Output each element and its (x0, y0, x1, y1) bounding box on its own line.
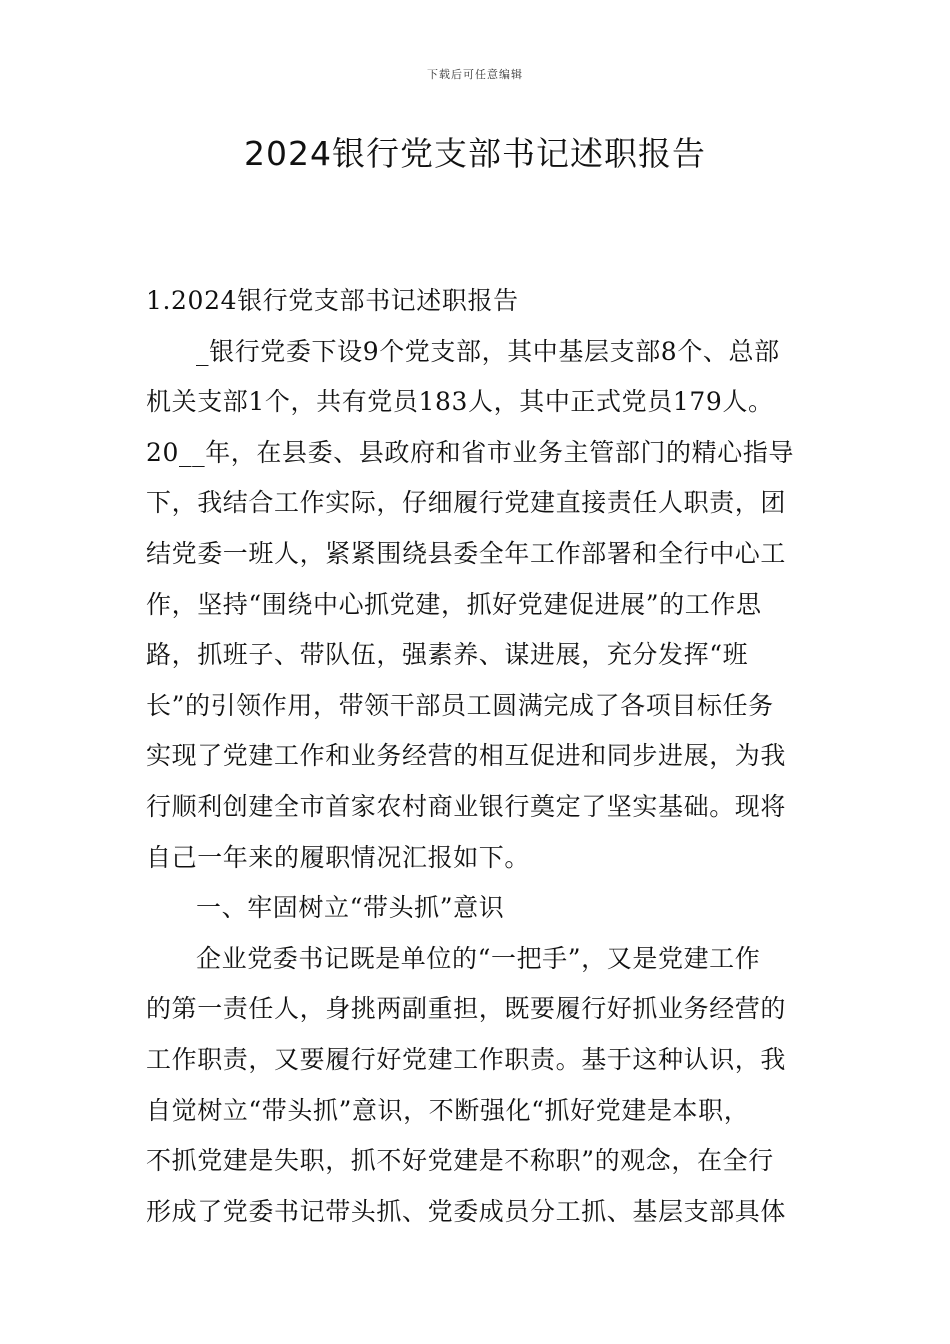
paragraph-line: 工作职责，又要履行好党建工作职责。基于这种认识，我 (146, 1044, 787, 1074)
paragraph-line: 行顺利创建全市首家农村商业银行奠定了坚实基础。现将 (146, 791, 787, 821)
header-note: 下载后可任意编辑 (427, 68, 523, 81)
paragraph-line: 作，坚持“围绕中心抓党建，抓好党建促进展”的工作思 (146, 589, 762, 619)
paragraph-line: 长”的引领作用，带领干部员工圆满完成了各项目标任务 (146, 690, 774, 720)
paragraph-line: 的第一责任人，身挑两副重担，既要履行好抓业务经营的 (146, 994, 787, 1024)
paragraph-line: _银行党委下设9个党支部，其中基层支部8个、总部 (196, 336, 780, 366)
section-heading-line: 1.2024银行党支部书记述职报告 (146, 286, 519, 315)
paragraph-line: 实现了党建工作和业务经营的相互促进和同步进展，为我 (146, 741, 787, 771)
document-body (146, 276, 810, 1237)
paragraph-line: 自己一年来的履职情况汇报如下。 (146, 842, 531, 872)
paragraph-line: 机关支部1个，共有党员183人，其中正式党员179人。 (146, 387, 774, 417)
paragraph-line: 企业党委书记既是单位的“一把手”，又是党建工作 (196, 943, 761, 973)
paragraph-line: 结党委一班人，紧紧围绕县委全年工作部署和全行中心工 (146, 538, 787, 568)
paragraph-line: 不抓党建是失职，抓不好党建是不称职”的观念，在全行 (146, 1146, 774, 1176)
paragraph-line: 形成了党委书记带头抓、党委成员分工抓、基层支部具体 (146, 1196, 787, 1226)
document-title: 2024银行党支部书记述职报告 (244, 134, 706, 173)
paragraph-line: 20__年，在县委、县政府和省市业务主管部门的精心指导 (146, 437, 795, 467)
subsection-heading-line: 一、牢固树立“带头抓”意识 (196, 893, 505, 923)
paragraph-line: 路，抓班子、带队伍，强素养、谋进展，充分发挥“班 (146, 640, 749, 670)
paragraph-line: 自觉树立“带头抓”意识，不断强化“抓好党建是本职， (146, 1095, 750, 1125)
paragraph-line: 下，我结合工作实际，仔细履行党建直接责任人职责，团 (146, 488, 787, 518)
